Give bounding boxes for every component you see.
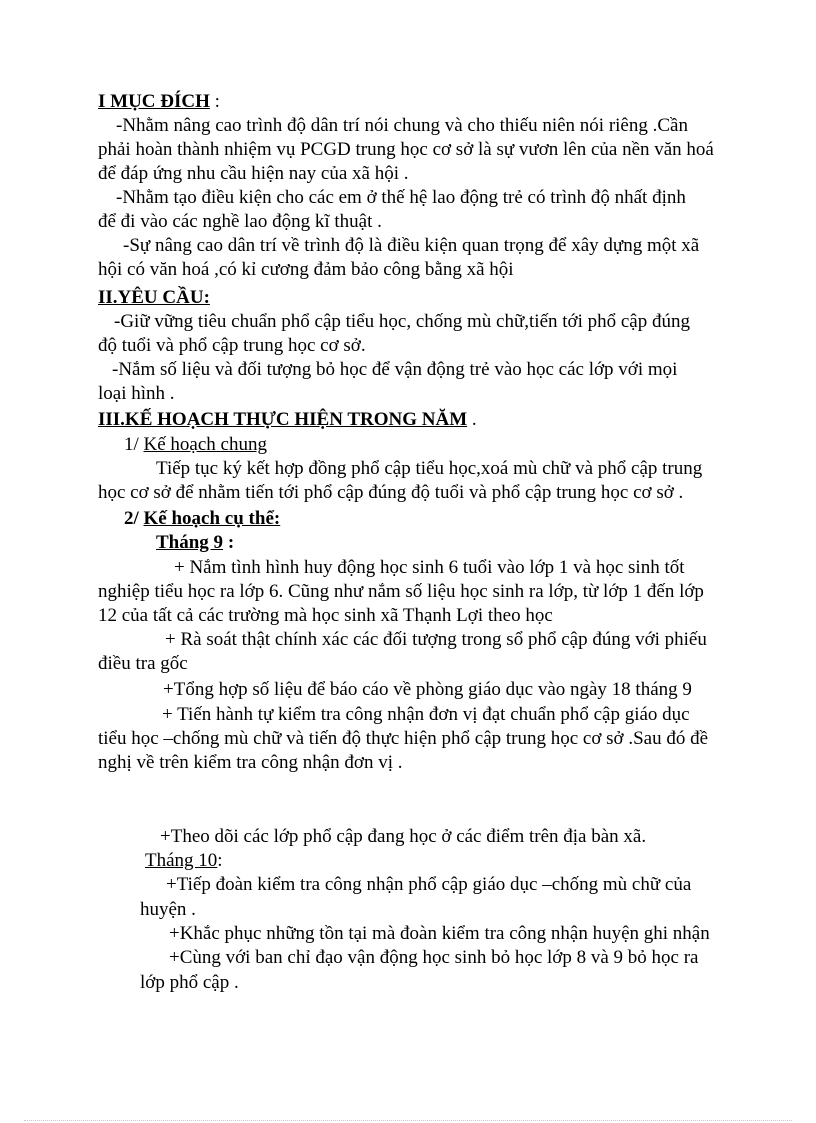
month-9-item-3: +Tổng hợp số liệu để báo cáo về phòng giáo dục vào ngày 18 tháng 9 xyxy=(163,679,692,700)
month-10-item-3-line-1: +Cùng với ban chỉ đạo vận động học sinh bỏ học lớp 8 và 9 bỏ học ra xyxy=(169,947,699,968)
specific-plan-number: 2/ xyxy=(124,508,144,529)
section-2-para-2-line-2: loại hình . xyxy=(98,383,175,404)
month-10-title: Tháng 10 xyxy=(145,850,218,871)
month-9-item-4-line-2: tiểu học –chống mù chữ và tiến độ thực hiện phổ cập trung học cơ sở .Sau đó đề xyxy=(98,728,709,749)
month-9-title: Tháng 9 xyxy=(156,532,224,553)
section-3-heading-suffix: . xyxy=(467,409,477,430)
specific-plan-title: Kế hoạch cụ thể: xyxy=(143,508,281,529)
section-1-para-1-line-1: -Nhằm nâng cao trình độ dân trí nói chung và cho thiếu niên nói riêng .Cần xyxy=(116,115,688,136)
section-1-heading-suffix: : xyxy=(209,91,220,112)
section-1-para-2-line-2: để đi vào các nghề lao động kĩ thuật . xyxy=(98,211,382,232)
month-10-item-1-line-1: +Tiếp đoàn kiểm tra công nhận phổ cập giáo dục –chống mù chữ của xyxy=(166,874,692,895)
general-plan-title: Kế hoạch chung xyxy=(143,434,267,455)
section-1-para-2-line-1: -Nhằm tạo điều kiện cho các em ở thế hệ lao động trẻ có trình độ nhất định xyxy=(116,187,686,208)
specific-plan-heading xyxy=(124,507,280,531)
month-9-heading xyxy=(156,531,234,555)
general-plan-line-2: học cơ sở để nhằm tiến tới phổ cập đúng độ tuổi và phổ cập trung học cơ sở . xyxy=(98,482,684,503)
section-1-heading-line xyxy=(98,90,220,114)
month-9-item-1-line-3: 12 của tất cả các trường mà học sinh xã Thạnh Lợi theo học xyxy=(98,605,553,626)
section-2-para-1-line-2: độ tuổi và phổ cập trung học cơ sở. xyxy=(98,335,366,356)
section-2-heading: II.YÊU CẦU: xyxy=(98,287,210,308)
month-9-item-4-line-1: + Tiến hành tự kiểm tra công nhận đơn vị đạt chuẩn phổ cập giáo dục xyxy=(162,704,690,725)
month-9-item-5: +Theo dõi các lớp phổ cập đang học ở các điểm trên địa bàn xã. xyxy=(160,826,647,847)
month-9-item-4-line-3: nghị về trên kiểm tra công nhận đơn vị . xyxy=(98,752,403,773)
month-9-item-2-line-2: điều tra gốc xyxy=(98,653,188,674)
month-10-suffix: : xyxy=(217,850,223,871)
section-2-para-1-line-1: -Giữ vững tiêu chuẩn phổ cập tiểu học, chống mù chữ,tiến tới phổ cập đúng xyxy=(114,311,690,332)
section-3-heading-line xyxy=(98,408,477,432)
month-9-item-1-line-2: nghiệp tiểu học ra lớp 6. Cũng như nắm số liệu học sinh ra lớp, từ lớp 1 đến lớp xyxy=(98,581,704,602)
section-2-para-2-line-1: -Nắm số liệu và đối tượng bỏ học để vận động trẻ vào học các lớp với mọi xyxy=(112,359,678,380)
month-10-item-3-line-2: lớp phổ cập . xyxy=(140,972,239,993)
general-plan-heading xyxy=(124,433,267,457)
section-1-heading: I MỤC ĐÍCH xyxy=(98,91,210,112)
month-9-item-2-line-1: + Rà soát thật chính xác các đối tượng trong sổ phổ cập đúng với phiếu xyxy=(165,629,707,650)
month-9-suffix: : xyxy=(223,532,235,553)
month-10-item-2: +Khắc phục những tồn tại mà đoàn kiểm tra công nhận huyện ghi nhận xyxy=(169,923,710,944)
section-3-heading: III.KẾ HOẠCH THỰC HIỆN TRONG NĂM xyxy=(98,409,468,430)
section-1-para-1-line-3: để đáp ứng nhu cầu hiện nay của xã hội . xyxy=(98,163,409,184)
section-1-para-3-line-2: hội có văn hoá ,có kỉ cương đảm bảo công bằng xã hội xyxy=(98,259,514,280)
section-1-para-1-line-2: phải hoàn thành nhiệm vụ PCGD trung học cơ sở là sự vươn lên của nền văn hoá xyxy=(98,139,714,160)
section-1-para-3-line-1: -Sự nâng cao dân trí về trình độ là điều kiện quan trọng để xây dựng một xã xyxy=(123,235,700,256)
general-plan-number: 1/ xyxy=(124,434,144,455)
month-9-item-1-line-1: + Nắm tình hình huy động học sinh 6 tuổi vào lớp 1 và học sinh tốt xyxy=(174,557,685,578)
month-10-item-1-line-2: huyện . xyxy=(140,899,196,920)
page-bottom-divider xyxy=(24,1120,792,1121)
general-plan-line-1: Tiếp tục ký kết hợp đồng phổ cập tiểu học,xoá mù chữ và phổ cập trung xyxy=(156,458,703,479)
month-10-heading xyxy=(145,849,223,873)
